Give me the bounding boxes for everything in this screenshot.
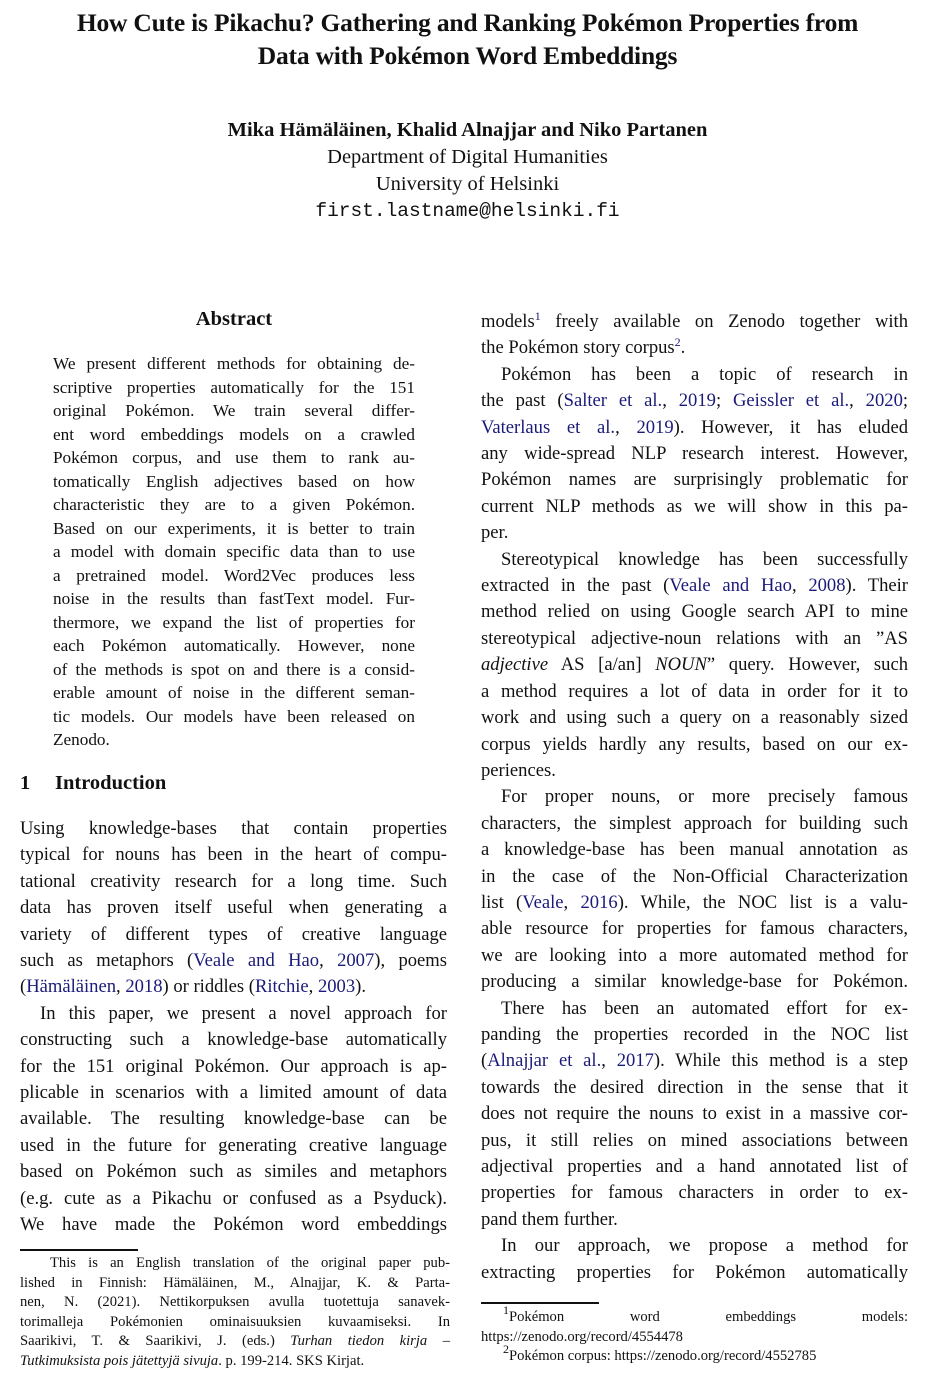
citation-author: Veale [522,891,564,913]
citation-year: 2019 [678,390,716,412]
footnote-line: nen, N. (2021). Nettikorpuksen avulla tuotettuja sanavek- [20,1294,450,1310]
footnote-line: lished in Finnish: Hämäläinen, M., Alnajjar, K. & Parta- [20,1274,450,1291]
affiliation-university: University of Helsinki [375,173,560,195]
citation-author: Veale and Hao [193,950,320,972]
body-line: In our approach, we propose a method for [501,1235,908,1257]
body-line: a method requires a lot of data in order for it to [481,680,908,702]
text: ). Their [845,575,908,597]
abstract-line: characteristic they are to a given Pokémon. [53,495,415,514]
author-block [0,117,935,225]
book-title: Turhan tiedon kirja – [290,1333,450,1349]
intro-line: typical for nouns has been in the heart of compu- [20,844,447,866]
body-line: panding the properties recorded in the NOC list [481,1023,908,1045]
footnotes-right [481,1303,908,1367]
citation-year: 2007 [337,950,375,972]
text: extracted in the past ( [481,575,670,597]
citation-link-veale-hao-2008[interactable] [669,575,845,596]
intro-line: based on Pokémon such as similes and metaphors [20,1161,447,1183]
emphasis: NOUN [655,654,707,676]
intro-line: plicable in scenarios with a limited amount of data [20,1082,447,1104]
abstract-line: a model with domain specific data than to use [53,542,415,561]
citation-link-vaterlaus-2019[interactable] [481,417,674,438]
intro-line: available. The resulting knowledge-base can be [20,1108,447,1130]
intro-line [20,974,447,1000]
body-line: current NLP methods as we will show in this pa- [481,495,908,517]
footnote-rule-right [481,1302,599,1304]
text: Pokémon word embeddings models: [509,1309,908,1325]
text: freely available on Zenodo together with [540,311,908,332]
footnote-2 [481,1342,908,1367]
citation-year: 2020 [865,390,903,412]
text: . [680,337,686,359]
body-line: any wide-spread NLP research interest. However, [481,443,908,465]
footnote-rule-left [20,1249,138,1251]
abstract-line: noise in the results than fastText model. Fur- [53,589,415,608]
body-line: towards the desired direction in the sense that it [481,1076,908,1098]
citation-link-hamalainen-2018[interactable] [26,976,162,997]
citation-author: Salter et al. [563,390,663,412]
abstract-line: We present different methods for obtaining de- [53,354,415,373]
intro-line: In this paper, we present a novel approach for [40,1002,447,1024]
abstract-line: scriptive properties automatically for the 151 [53,377,415,397]
text: ; [902,390,909,412]
body-line: properties for famous characters in order to ex- [481,1182,908,1204]
text: , [791,575,809,597]
body-line: work and using such a query on a reasonably sized [481,707,908,729]
text: list ( [481,891,523,913]
citation-link-veale-2016[interactable] [522,892,617,913]
intro-line: Using knowledge-bases that contain properties [20,818,447,839]
abstract-line: each Pokémon automatically. However, none [53,636,415,655]
text: ). While this method is a step [653,1050,908,1072]
body-line: stereotypical adjective-noun relations with an ”AS [481,627,908,649]
body-line: we are looking into a more automated method for [481,944,908,966]
text: , [615,416,637,438]
body-line: pand them further. [481,1208,618,1230]
paper-title [0,6,935,72]
intro-line: We have made the Pokémon word embeddings [20,1214,447,1236]
text: the Pokémon story corpus [481,337,675,359]
text: such as metaphors ( [20,950,194,972]
abstract-line: a pretrained model. Word2Vec produces less [53,565,415,585]
text: ), poems [374,950,447,972]
text: , [849,390,866,412]
section-number: 1 [20,772,31,794]
citation-author: Veale and Hao [669,575,792,597]
body-line [481,309,908,335]
citation-author: Vaterlaus et al. [481,416,616,438]
body-line [481,652,908,678]
text: ” query. However, such [706,654,908,676]
citation-link-salter-2019[interactable] [564,390,716,411]
citation-link-veale-hao-2007[interactable] [193,950,374,971]
text: AS [a/an] [548,654,656,676]
footnote-line: torimalleja Pokémonien ominaisuuksien kuvaamiseksi. In [20,1313,450,1330]
text: ). However, it has eluded [673,416,909,438]
abstract-line: Based on our experiments, it is better to train [53,518,415,538]
citation-year: 2019 [636,416,674,438]
citation-link-alnajjar-2017[interactable] [487,1050,654,1071]
intro-line: data has proven itself useful when generating a [20,897,447,919]
footnote-1 [481,1303,908,1328]
abstract-heading: Abstract [195,308,273,330]
abstract-line: Pokémon corpus, and use them to rank au- [53,448,415,467]
body-line: able resource for properties for famous characters, [481,918,908,940]
footnote-number: 2 [503,1342,509,1356]
section-title: Introduction [55,772,167,794]
intro-line: for the 151 original Pokémon. Our approach is ap- [20,1055,447,1077]
body-line: producing a similar knowledge-base for Pokémon. [481,971,908,993]
text: ( [20,976,27,998]
intro-line: used in the future for generating creative language [20,1134,447,1156]
introduction-body [20,816,447,1239]
intro-line: constructing such a knowledge-base automatically [20,1029,447,1051]
text: , [563,891,581,913]
text: ). While, the NOC list is a valu- [617,891,908,913]
body-line: For proper nouns, or more precisely famous [501,786,908,808]
body-line: periences. [481,759,556,781]
right-column-body [481,309,908,1286]
citation-author: Hämäläinen [26,976,117,998]
citation-year: 2018 [125,976,163,998]
text: , [308,976,318,998]
intro-line: tational creativity research for a long time. Such [20,870,447,892]
text: Saarikivi, T. & Saarikivi, J. (eds.) [20,1333,291,1349]
text: . p. 199-214. SKS Kirjat. [218,1352,365,1369]
body-line: per. [481,522,509,544]
body-line [481,1048,908,1074]
body-line: adjectival properties and a hand annotated list of [481,1156,908,1177]
abstract-line: thermore, we expand the list of properties for [53,612,415,632]
footnote-1-url-link[interactable]: https://zenodo.org/record/4554478 [481,1328,683,1345]
body-line: Stereotypical knowledge has been successfully [501,548,908,570]
citation-year: 2016 [580,891,618,913]
text: the past ( [481,390,564,412]
abstract-line: tic models. Our models have been released on [53,706,415,726]
body-line: corpus yields hardly any results, based on our ex- [481,733,908,755]
citation-author: Geissler et al. [732,390,850,412]
abstract-line: Zenodo. [53,730,110,749]
book-subtitle: Tutkimuksista pois jätettyjä sivuja [20,1352,219,1369]
body-line: There has been an automated effort for ex- [501,997,908,1019]
footnote-line [20,1352,450,1372]
intro-line [20,948,447,974]
citation-link-geissler-2020[interactable] [733,390,903,411]
footnote-line [20,1332,450,1352]
footnote-translation-note [20,1254,450,1371]
text: , [319,950,338,972]
affiliation-department: Department of Digital Humanities [327,146,608,168]
footnote-ref-2[interactable]: 2 [674,335,681,350]
text: models [481,311,535,332]
abstract-line: of the methods is spot on and there is a consid- [53,659,415,679]
citation-year: 2003 [317,976,356,998]
body-line [481,335,908,361]
body-line [481,890,908,916]
body-line: method relied on using Google search API to mine [481,601,908,623]
body-line: extracting properties for Pokémon automatically [481,1261,908,1283]
intro-line: (e.g. cute as a Pikachu or confused as a Psyduck). [20,1187,447,1209]
body-line: pus, it still relies on mined associations between [481,1129,908,1151]
text: , [116,976,126,998]
title-line-1: How Cute is Pikachu? Gathering and Ranking Pokémon Properties from [76,8,859,37]
text: , [601,1050,617,1072]
text: ( [481,1050,488,1072]
text: ; [715,390,733,412]
citation-author: Alnajjar et al. [487,1050,602,1072]
emphasis: adjective [481,654,549,676]
body-line: does not require the nouns to exist in a massive cor- [481,1103,908,1125]
text: , [662,390,679,412]
citation-link-ritchie-2003[interactable] [255,976,355,997]
title-line-2: Data with Pokémon Word Embeddings [257,41,678,70]
body-line [481,573,908,599]
abstract-body [53,352,415,752]
body-line [481,388,908,414]
footnote-number: 1 [503,1303,509,1317]
body-line: a knowledge-base has been manual annotation as [481,839,908,861]
abstract-line: original Pokémon. We train several differ- [53,401,415,420]
body-line: Pokémon names are surprisingly problematic for [481,469,908,491]
text: ). [355,976,366,998]
abstract-line: ent word embeddings models on a crawled [53,424,415,444]
citation-author: Ritchie [254,976,309,998]
body-line: Pokémon has been a topic of research in [501,363,908,385]
footnote-ref-1[interactable]: 1 [534,309,541,323]
text: ) or riddles ( [162,976,255,998]
body-line: in the case of the Non-Official Characterization [481,865,908,887]
author-email: first.lastname@helsinki.fi [315,200,620,222]
intro-line: variety of different types of creative language [20,923,447,945]
section-heading-introduction [20,772,166,795]
citation-year: 2008 [808,575,846,597]
body-line [481,415,908,441]
body-line: characters, the simplest approach for building such [481,812,908,834]
footnote-2-text-link[interactable]: Pokémon corpus: https://zenodo.org/record/4552785 [509,1348,817,1364]
citation-year: 2017 [616,1050,654,1072]
footnote-line: This is an English translation of the original paper pub- [50,1255,450,1271]
author-names: Mika Hämäläinen, Khalid Alnajjar and Niko Partanen [227,119,708,141]
abstract-line: tomatically English adjectives based on how [53,471,415,491]
abstract-line: erable amount of noise in the different seman- [53,683,415,702]
